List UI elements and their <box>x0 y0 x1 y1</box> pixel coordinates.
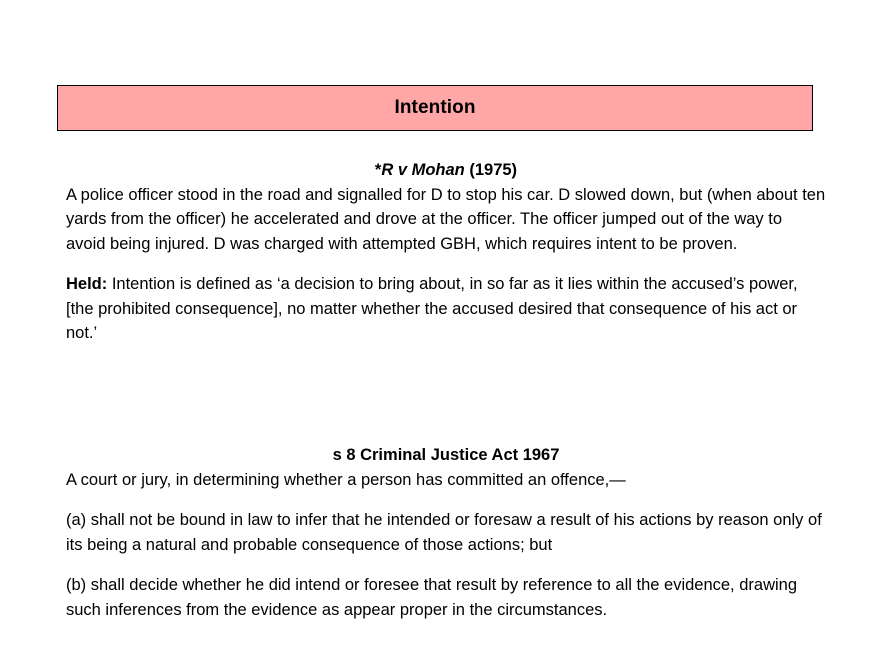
case-heading <box>66 158 826 183</box>
statute-intro: A court or jury, in determining whether a person has committed an offence,— <box>66 470 626 489</box>
held-text: Intention is defined as ‘a decision to bring about, in so far as it lies within the accused’s power, [the prohibited consequence], no matter whether the accused desired that consequence of his act or not.’ <box>66 275 798 342</box>
case-held <box>66 272 826 346</box>
case-prefix: * <box>374 161 382 179</box>
case-facts: A police officer stood in the road and signalled for D to stop his car. D slowed down, but (when about ten yards from the officer) he accelerated and drove at the officer. The officer jumped out of the way to avoid being injured. D was charged with attempted GBH, which requires intent to be proven. <box>66 185 826 253</box>
case-year: (1975) <box>469 161 518 179</box>
statute-para-b: (b) shall decide whether he did intend or foresee that result by reference to all the evidence, drawing such inferences from the evidence as appear proper in the circumstances. <box>66 576 798 619</box>
statute-section <box>66 443 826 622</box>
case-name: R v Mohan <box>381 161 465 179</box>
statute-para-a: (a) shall not be bound in law to infer that he intended or foresaw a result of his actions by reason only of its being a natural and probable consequence of those actions; but <box>66 511 822 554</box>
case-section <box>66 158 826 346</box>
statute-heading: s 8 Criminal Justice Act 1967 <box>332 446 560 464</box>
title-banner <box>57 85 813 131</box>
page-title: Intention <box>394 97 476 118</box>
held-label: Held: <box>66 275 108 293</box>
